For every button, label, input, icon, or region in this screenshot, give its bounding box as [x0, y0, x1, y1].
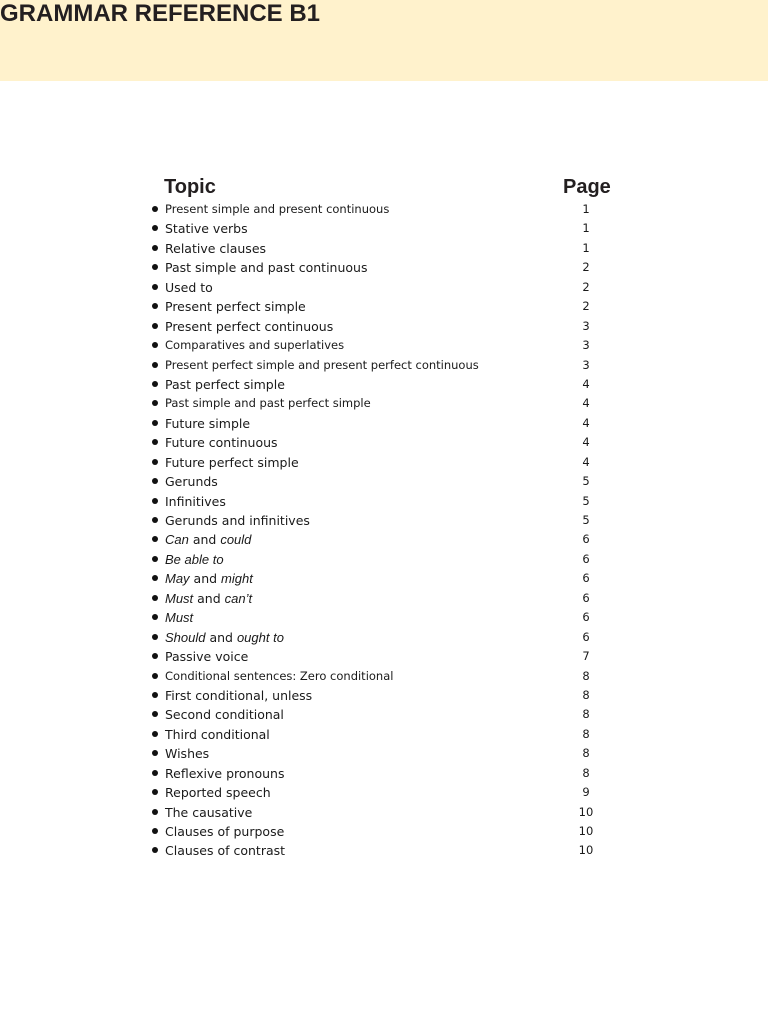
- topic-label: [165, 764, 284, 783]
- bullet-icon: [152, 789, 158, 795]
- list-item: [0, 472, 768, 491]
- list-item: [0, 628, 768, 647]
- list-item: [0, 511, 768, 530]
- list-item: [0, 841, 768, 860]
- topic-text: and: [205, 629, 237, 645]
- list-item: [0, 744, 768, 763]
- page-number: 4: [582, 454, 590, 469]
- page-number: 10: [578, 804, 594, 819]
- bullet-icon: [152, 245, 158, 251]
- bullet-icon: [152, 303, 158, 309]
- list-item: [0, 725, 768, 744]
- list-item: [0, 667, 768, 686]
- topic-text: Past simple and past continuous: [165, 260, 368, 276]
- topic-text: Reported speech: [165, 785, 271, 801]
- bullet-icon: [152, 517, 158, 523]
- topic-text-italic: Should: [165, 629, 206, 645]
- bullet-icon: [152, 381, 158, 387]
- topic-label: [165, 200, 389, 219]
- topic-text-italic: May: [165, 571, 190, 587]
- list-item: [0, 239, 768, 258]
- page-number: 6: [582, 629, 590, 644]
- topic-text: Future perfect simple: [165, 454, 299, 470]
- topic-text: Clauses of contrast: [165, 843, 286, 859]
- topic-label: [165, 258, 367, 277]
- topic-label: [165, 356, 479, 375]
- topic-label: [165, 492, 226, 511]
- list-item: [0, 394, 768, 413]
- bullet-icon: [152, 323, 158, 329]
- list-item: [0, 414, 768, 433]
- topic-label: [165, 667, 393, 686]
- topic-text: Past perfect simple: [165, 376, 285, 392]
- bullet-icon: [152, 673, 158, 679]
- page-number: 5: [582, 474, 590, 489]
- bullet-icon: [152, 498, 158, 504]
- bullet-icon: [152, 264, 158, 270]
- topic-label: [165, 589, 252, 608]
- list-item: [0, 453, 768, 472]
- topic-text: Future continuous: [165, 435, 278, 451]
- topic-label: [165, 414, 250, 433]
- list-item: [0, 764, 768, 783]
- list-item: [0, 336, 768, 355]
- topic-text-italic: Must: [165, 590, 194, 606]
- topic-text: Third conditional: [165, 726, 270, 742]
- topic-text: Relative clauses: [165, 240, 267, 256]
- bullet-icon: [152, 556, 158, 562]
- page-number: 4: [582, 396, 590, 411]
- topic-label: [165, 569, 253, 588]
- table-of-contents: [0, 200, 768, 861]
- topic-label: [165, 394, 371, 413]
- page-number: 5: [582, 493, 590, 508]
- topic-label: [165, 511, 310, 530]
- page-number: 6: [582, 610, 590, 625]
- topic-column-heading: Topic: [164, 176, 216, 198]
- list-item: [0, 686, 768, 705]
- topic-label: [165, 530, 251, 549]
- topic-text: The causative: [165, 804, 253, 820]
- topic-text: Passive voice: [165, 649, 249, 665]
- list-item: [0, 258, 768, 277]
- bullet-icon: [152, 731, 158, 737]
- list-item: [0, 608, 768, 627]
- list-item: [0, 297, 768, 316]
- page-number: 6: [582, 551, 590, 566]
- bullet-icon: [152, 809, 158, 815]
- topic-label: [165, 453, 299, 472]
- topic-text-italic: might: [221, 571, 253, 587]
- page-number: 8: [582, 765, 590, 780]
- bullet-icon: [152, 634, 158, 640]
- topic-text: and: [189, 571, 222, 587]
- page-number: 10: [578, 824, 594, 838]
- list-item: [0, 647, 768, 666]
- page-column-heading: Page: [563, 176, 611, 198]
- bullet-icon: [152, 284, 158, 290]
- bullet-icon: [152, 478, 158, 484]
- topic-text-italic: could: [220, 532, 252, 548]
- document-title: GRAMMAR REFERENCE B1: [0, 0, 321, 27]
- list-item: [0, 569, 768, 588]
- list-item: [0, 356, 768, 375]
- topic-label: [165, 705, 284, 724]
- topic-text: Reflexive pronouns: [165, 765, 285, 781]
- page-number: 10: [578, 843, 594, 858]
- topic-label: [165, 608, 193, 627]
- page-number: 4: [582, 415, 590, 430]
- topic-text: Clauses of purpose: [165, 824, 285, 839]
- topic-label: [165, 803, 252, 822]
- page-number: 2: [582, 260, 590, 275]
- list-item: [0, 317, 768, 336]
- bullet-icon: [152, 653, 158, 659]
- list-item: [0, 200, 768, 219]
- list-item: [0, 550, 768, 569]
- bullet-icon: [152, 206, 158, 212]
- topic-label: [165, 725, 270, 744]
- bullet-icon: [152, 420, 158, 426]
- bullet-icon: [152, 439, 158, 445]
- page-number: 3: [582, 338, 590, 353]
- topic-label: [165, 822, 284, 841]
- topic-text: Conditional sentences: Zero conditional: [165, 668, 394, 683]
- topic-label: [165, 472, 218, 491]
- topic-label: [165, 433, 278, 452]
- page-number: 3: [582, 318, 590, 333]
- page-number: 1: [582, 202, 590, 216]
- topic-text-italic: Must: [165, 610, 194, 626]
- list-item: [0, 278, 768, 297]
- list-item: [0, 433, 768, 452]
- list-item: [0, 375, 768, 394]
- topic-text: First conditional, unless: [165, 687, 313, 703]
- topic-label: [165, 550, 224, 569]
- page-number: 9: [582, 785, 590, 800]
- page-number: 6: [582, 571, 590, 586]
- page-number: 6: [582, 590, 590, 605]
- topic-text-italic: can’t: [224, 590, 253, 606]
- bullet-icon: [152, 692, 158, 698]
- topic-text: Past simple and past perfect simple: [165, 396, 371, 411]
- page-number: 1: [582, 240, 590, 255]
- topic-label: [165, 783, 271, 802]
- topic-text: Stative verbs: [165, 221, 248, 237]
- bullet-icon: [152, 614, 158, 620]
- bullet-icon: [152, 342, 158, 348]
- topic-text: Infinitives: [165, 493, 226, 509]
- topic-text: Present perfect simple and present perfect continuous: [165, 357, 479, 372]
- topic-text: Present perfect continuous: [165, 318, 334, 334]
- topic-text: Present simple and present continuous: [165, 202, 390, 216]
- topic-label: [165, 336, 344, 355]
- topic-text: Future simple: [165, 415, 251, 431]
- page-number: 8: [582, 726, 590, 741]
- page-number: 3: [582, 357, 590, 372]
- page-number: 5: [582, 513, 590, 527]
- page-number: 1: [582, 221, 590, 236]
- bullet-icon: [152, 711, 158, 717]
- topic-text-italic: ought to: [236, 629, 284, 645]
- page-number: 8: [582, 668, 590, 683]
- topic-text: Gerunds: [165, 474, 218, 490]
- page-number: 2: [582, 279, 590, 294]
- list-item: [0, 530, 768, 549]
- list-item: [0, 783, 768, 802]
- list-item: [0, 803, 768, 822]
- topic-label: [165, 278, 213, 297]
- topic-label: [165, 628, 284, 647]
- page-number: 6: [582, 532, 590, 547]
- topic-text: Present perfect simple: [165, 299, 306, 315]
- list-item: [0, 492, 768, 511]
- bullet-icon: [152, 575, 158, 581]
- topic-label: [165, 647, 248, 666]
- topic-label: [165, 375, 285, 394]
- topic-text: Used to: [165, 279, 213, 295]
- list-item: [0, 219, 768, 238]
- topic-text-italic: Can: [165, 532, 189, 548]
- topic-text: and: [188, 532, 221, 548]
- page-number: 4: [582, 376, 590, 391]
- topic-text: Second conditional: [165, 707, 284, 723]
- bullet-icon: [152, 770, 158, 776]
- bullet-icon: [152, 536, 158, 542]
- page-number: 4: [582, 435, 590, 450]
- topic-label: [165, 317, 333, 336]
- list-item: [0, 705, 768, 724]
- topic-text: Comparatives and superlatives: [165, 338, 345, 353]
- page-number: 8: [582, 707, 590, 722]
- topic-label: [165, 219, 248, 238]
- bullet-icon: [152, 750, 158, 756]
- topic-text: and: [193, 590, 225, 606]
- bullet-icon: [152, 400, 158, 406]
- list-item: [0, 589, 768, 608]
- bullet-icon: [152, 225, 158, 231]
- bullet-icon: [152, 595, 158, 601]
- topic-text-italic: Be able to: [165, 551, 224, 567]
- topic-label: [165, 297, 306, 316]
- topic-label: [165, 239, 266, 258]
- topic-label: [165, 744, 209, 763]
- bullet-icon: [152, 362, 158, 368]
- topic-label: [165, 841, 285, 860]
- list-item: [0, 822, 768, 841]
- page-number: 7: [582, 649, 590, 664]
- bullet-icon: [152, 828, 158, 834]
- topic-text: Wishes: [165, 746, 210, 762]
- bullet-icon: [152, 459, 158, 465]
- page-number: 8: [582, 687, 590, 702]
- bullet-icon: [152, 847, 158, 853]
- page-number: 2: [582, 299, 590, 314]
- topic-text: Gerunds and infinitives: [165, 513, 310, 528]
- page-number: 8: [582, 746, 590, 761]
- topic-label: [165, 686, 312, 705]
